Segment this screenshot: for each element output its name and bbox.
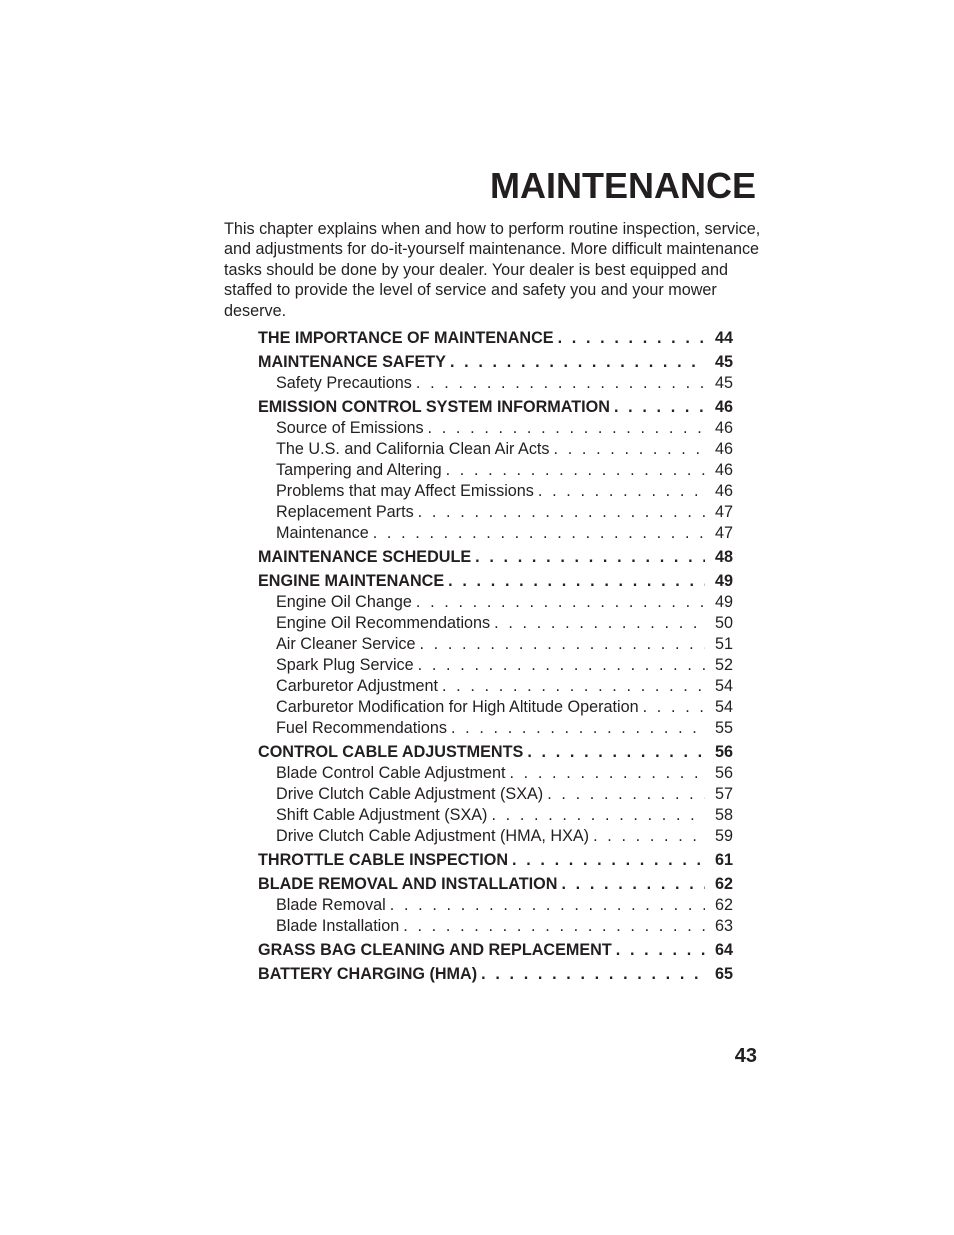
toc-section-entry[interactable] bbox=[258, 352, 733, 373]
toc-entry-page: 50 bbox=[714, 614, 733, 632]
toc-subsection-entry[interactable] bbox=[258, 460, 733, 481]
toc-entry-page: 57 bbox=[714, 785, 733, 803]
toc-entry-label: Source of Emissions bbox=[276, 419, 424, 437]
toc-dot-leader bbox=[550, 439, 705, 460]
toc-subsection-entry[interactable] bbox=[258, 418, 733, 439]
toc-dot-leader bbox=[505, 763, 705, 784]
toc-entry-page: 54 bbox=[714, 677, 733, 695]
toc-entry-label: Carburetor Adjustment bbox=[276, 677, 438, 695]
toc-entry-page: 54 bbox=[714, 698, 733, 716]
toc-entry-page: 58 bbox=[714, 806, 733, 824]
toc-entry-label: Engine Oil Change bbox=[276, 593, 412, 611]
toc-entry-page: 56 bbox=[714, 743, 733, 761]
toc-entry-label: Blade Installation bbox=[276, 917, 400, 935]
toc-dot-leader bbox=[438, 676, 705, 697]
toc-section-entry[interactable] bbox=[258, 547, 733, 568]
toc-entry-label: Blade Removal bbox=[276, 896, 386, 914]
toc-entry-label: Shift Cable Adjustment (SXA) bbox=[276, 806, 488, 824]
toc-entry-label: Fuel Recommendations bbox=[276, 719, 447, 737]
toc-section-entry[interactable] bbox=[258, 397, 733, 418]
toc-dot-leader bbox=[414, 655, 705, 676]
toc-entry-page: 49 bbox=[714, 593, 733, 611]
toc-subsection-entry[interactable] bbox=[258, 613, 733, 634]
toc-entry-page: 46 bbox=[714, 419, 733, 437]
toc-subsection-entry[interactable] bbox=[258, 718, 733, 739]
toc-section-entry[interactable] bbox=[258, 850, 733, 871]
toc-entry-page: 46 bbox=[714, 482, 733, 500]
toc-entry-page: 51 bbox=[714, 635, 733, 653]
toc-entry-label: Engine Oil Recommendations bbox=[276, 614, 491, 632]
toc-entry-label: Drive Clutch Cable Adjustment (HMA, HXA) bbox=[276, 827, 590, 845]
toc-dot-leader bbox=[399, 916, 705, 937]
toc-entry-label: Maintenance bbox=[276, 524, 369, 542]
toc-entry-page: 49 bbox=[714, 572, 733, 590]
toc-dot-leader bbox=[487, 805, 705, 826]
toc-entry-label: BLADE REMOVAL AND INSTALLATION bbox=[258, 875, 558, 893]
toc-dot-leader bbox=[412, 373, 705, 394]
toc-subsection-entry[interactable] bbox=[258, 481, 733, 502]
toc-entry-label: Air Cleaner Service bbox=[276, 635, 416, 653]
toc-subsection-entry[interactable] bbox=[258, 655, 733, 676]
toc-dot-leader bbox=[386, 895, 705, 916]
toc-entry-label: THROTTLE CABLE INSPECTION bbox=[258, 851, 509, 869]
toc-section-entry[interactable] bbox=[258, 874, 733, 895]
toc-entry-label: CONTROL CABLE ADJUSTMENTS bbox=[258, 743, 524, 761]
toc-entry-page: 55 bbox=[714, 719, 733, 737]
toc-entry-label: Problems that may Affect Emissions bbox=[276, 482, 534, 500]
toc-dot-leader bbox=[447, 718, 705, 739]
toc-subsection-entry[interactable] bbox=[258, 895, 733, 916]
toc-entry-page: 47 bbox=[714, 524, 733, 542]
toc-entry-label: Safety Precautions bbox=[276, 374, 412, 392]
toc-entry-label: Blade Control Cable Adjustment bbox=[276, 764, 506, 782]
toc-entry-page: 46 bbox=[714, 398, 733, 416]
toc-dot-leader bbox=[477, 964, 705, 985]
toc-dot-leader bbox=[589, 826, 705, 847]
table-of-contents bbox=[258, 328, 733, 985]
toc-dot-leader bbox=[490, 613, 705, 634]
toc-entry-label: ENGINE MAINTENANCE bbox=[258, 572, 445, 590]
toc-entry-label: BATTERY CHARGING (HMA) bbox=[258, 965, 478, 983]
chapter-title: MAINTENANCE bbox=[490, 165, 756, 206]
toc-dot-leader bbox=[610, 397, 705, 418]
toc-subsection-entry[interactable] bbox=[258, 439, 733, 460]
toc-subsection-entry[interactable] bbox=[258, 502, 733, 523]
toc-dot-leader bbox=[412, 592, 705, 613]
toc-dot-leader bbox=[639, 697, 705, 718]
toc-dot-leader bbox=[471, 547, 705, 568]
toc-entry-page: 65 bbox=[714, 965, 733, 983]
toc-dot-leader bbox=[554, 328, 705, 349]
toc-entry-page: 63 bbox=[714, 917, 733, 935]
toc-entry-page: 44 bbox=[714, 329, 733, 347]
toc-entry-label: MAINTENANCE SAFETY bbox=[258, 353, 446, 371]
toc-entry-page: 46 bbox=[714, 461, 733, 479]
toc-entry-page: 45 bbox=[714, 353, 733, 371]
toc-entry-page: 62 bbox=[714, 875, 733, 893]
page-number: 43 bbox=[734, 1045, 757, 1067]
toc-dot-leader bbox=[557, 874, 705, 895]
toc-section-entry[interactable] bbox=[258, 940, 733, 961]
toc-dot-leader bbox=[369, 523, 705, 544]
toc-entry-label: MAINTENANCE SCHEDULE bbox=[258, 548, 472, 566]
toc-subsection-entry[interactable] bbox=[258, 784, 733, 805]
toc-entry-page: 56 bbox=[714, 764, 733, 782]
toc-dot-leader bbox=[444, 571, 705, 592]
toc-section-entry[interactable] bbox=[258, 964, 733, 985]
toc-subsection-entry[interactable] bbox=[258, 592, 733, 613]
intro-paragraph: This chapter explains when and how to perform routine inspection, service, and adjustments for do-it-yourself maintenance. More difficult maintenance tasks should be done by your dealer. Your dealer is best equipped and staffed to provide the level of service and safety you and your mower deserve. bbox=[224, 220, 761, 320]
toc-dot-leader bbox=[508, 850, 705, 871]
toc-entry-label: THE IMPORTANCE OF MAINTENANCE bbox=[258, 329, 554, 347]
toc-subsection-entry[interactable] bbox=[258, 676, 733, 697]
toc-dot-leader bbox=[415, 634, 705, 655]
toc-entry-label: EMISSION CONTROL SYSTEM INFORMATION bbox=[258, 398, 610, 416]
toc-entry-page: 45 bbox=[714, 374, 733, 392]
toc-dot-leader bbox=[523, 742, 705, 763]
toc-entry-label: The U.S. and California Clean Air Acts bbox=[276, 440, 550, 458]
toc-subsection-entry[interactable] bbox=[258, 763, 733, 784]
toc-dot-leader bbox=[612, 940, 705, 961]
toc-subsection-entry[interactable] bbox=[258, 916, 733, 937]
toc-entry-label: Replacement Parts bbox=[276, 503, 414, 521]
toc-entry-page: 52 bbox=[714, 656, 733, 674]
toc-subsection-entry[interactable] bbox=[258, 523, 733, 544]
toc-section-entry[interactable] bbox=[258, 571, 733, 592]
toc-entry-label: Spark Plug Service bbox=[276, 656, 414, 674]
toc-dot-leader bbox=[414, 502, 705, 523]
toc-section-entry[interactable] bbox=[258, 328, 733, 349]
toc-dot-leader bbox=[534, 481, 705, 502]
toc-dot-leader bbox=[442, 460, 705, 481]
toc-entry-page: 62 bbox=[714, 896, 733, 914]
toc-subsection-entry[interactable] bbox=[258, 805, 733, 826]
toc-section-entry[interactable] bbox=[258, 742, 733, 763]
toc-entry-page: 64 bbox=[714, 941, 733, 959]
toc-entry-label: Tampering and Altering bbox=[276, 461, 442, 479]
toc-entry-page: 61 bbox=[714, 851, 733, 869]
toc-dot-leader bbox=[424, 418, 705, 439]
toc-dot-leader bbox=[543, 784, 705, 805]
toc-entry-label: Carburetor Modification for High Altitude Operation bbox=[276, 698, 639, 716]
toc-entry-page: 59 bbox=[714, 827, 733, 845]
toc-entry-label: Drive Clutch Cable Adjustment (SXA) bbox=[276, 785, 544, 803]
toc-entry-page: 48 bbox=[714, 548, 733, 566]
toc-entry-page: 47 bbox=[714, 503, 733, 521]
toc-subsection-entry[interactable] bbox=[258, 826, 733, 847]
toc-dot-leader bbox=[446, 352, 705, 373]
toc-entry-label: GRASS BAG CLEANING AND REPLACEMENT bbox=[258, 941, 612, 959]
toc-subsection-entry[interactable] bbox=[258, 373, 733, 394]
toc-entry-page: 46 bbox=[714, 440, 733, 458]
toc-subsection-entry[interactable] bbox=[258, 697, 733, 718]
toc-subsection-entry[interactable] bbox=[258, 634, 733, 655]
